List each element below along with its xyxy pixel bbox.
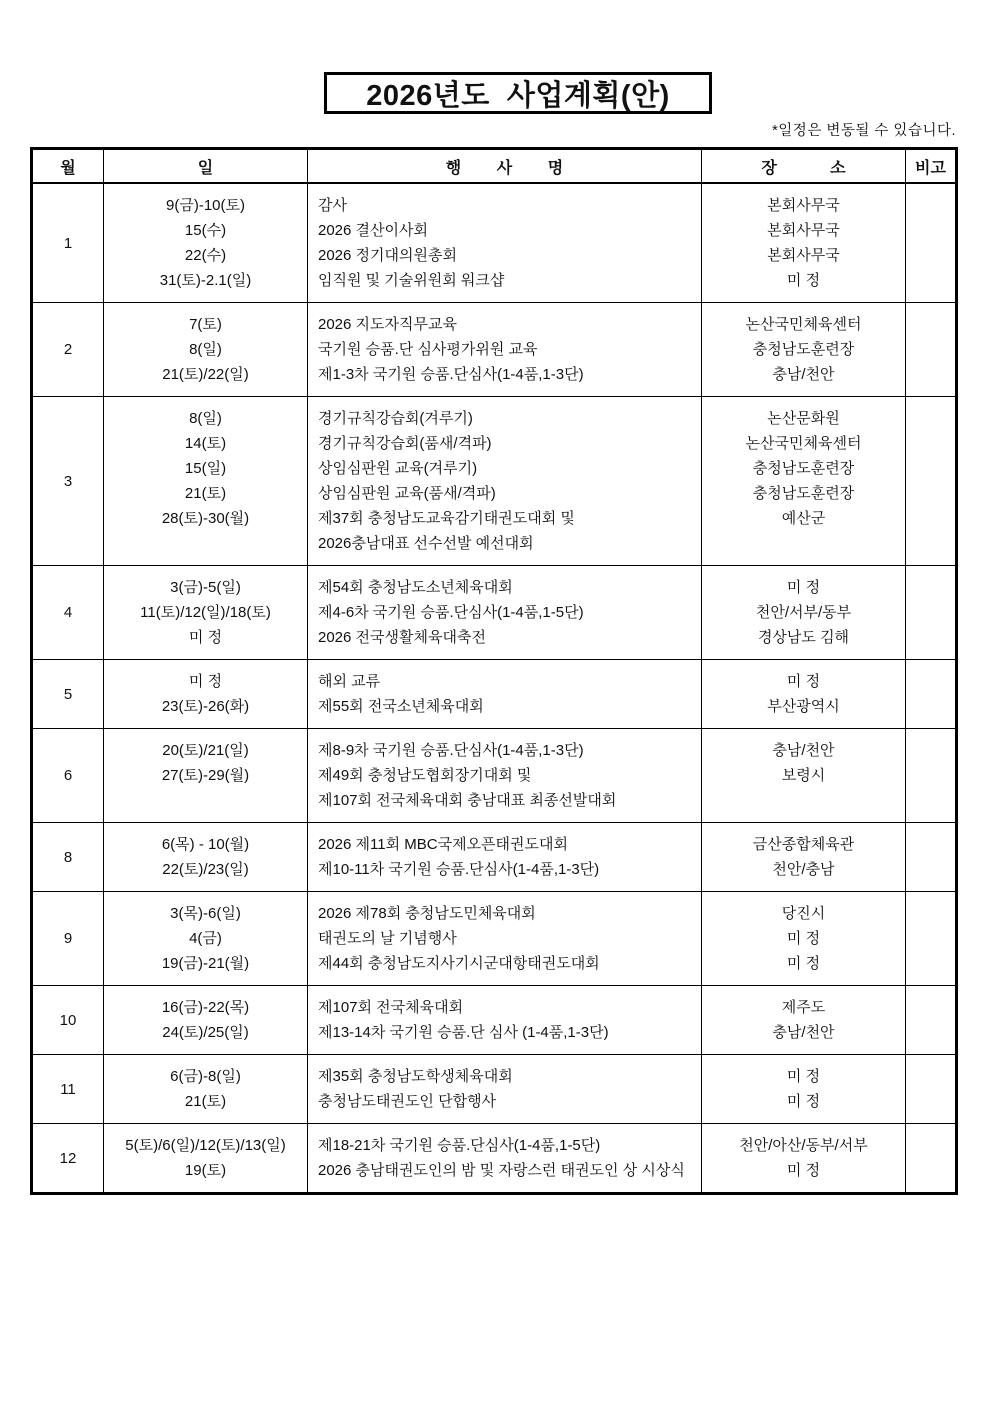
event-cell (308, 823, 702, 891)
place-text: 미 정 (786, 955, 821, 972)
day-text: 14(토) (184, 435, 227, 452)
event-text: 2026 충남태권도인의 밤 및 자랑스런 태권도인 상 시상식 (318, 1162, 685, 1179)
place-text: 충청남도훈련장 (752, 341, 855, 358)
event-text: 제8-9차 국기원 승품.단심사(1-4품,1-3단) (318, 742, 584, 759)
place-text: 논산문화원 (767, 410, 840, 427)
month-cell: 6 (33, 729, 104, 822)
event-cell (308, 1124, 702, 1192)
remark-cell (906, 892, 955, 985)
place-text: 본회사무국 (767, 197, 840, 214)
event-text: 제18-21차 국기원 승품.단심사(1-4품,1-5단) (318, 1137, 601, 1154)
month-cell: 8 (33, 823, 104, 891)
table-header-row (33, 150, 955, 184)
month-cell: 10 (33, 986, 104, 1054)
day-text: 5(토)/6(일)/12(토)/13(일) (125, 1137, 286, 1154)
place-text: 제주도 (781, 999, 826, 1016)
event-text: 2026 제78회 충청남도민체육대회 (318, 905, 536, 922)
place-text: 미 정 (786, 930, 821, 947)
event-text: 제107회 전국체육대회 충남대표 최종선발대회 (318, 792, 617, 809)
header-day: 일 (104, 150, 308, 182)
day-text: 21(토) (184, 1093, 227, 1110)
table-row (33, 660, 955, 729)
page-title: 2026년도 사업계획(안) (324, 72, 712, 114)
place-text: 충남/천안 (772, 1024, 835, 1041)
event-text: 제37회 충청남도교육감기태권도대회 및 (318, 510, 575, 527)
place-text: 당진시 (781, 905, 826, 922)
day-text: 28(토)-30(월) (161, 510, 250, 527)
month-cell: 11 (33, 1055, 104, 1123)
place-text: 본회사무국 (767, 222, 840, 239)
day-text: 24(토)/25(일) (162, 1024, 249, 1041)
place-cell (702, 892, 906, 985)
place-cell (702, 729, 906, 822)
day-text (104, 788, 307, 813)
place-cell (702, 566, 906, 659)
remark-cell (906, 1124, 955, 1192)
day-text: 31(토)-2.1(일) (159, 272, 252, 289)
remark-cell (906, 660, 955, 728)
table-row (33, 1055, 955, 1124)
month-cell: 9 (33, 892, 104, 985)
place-cell (702, 184, 906, 302)
day-text: 미 정 (188, 673, 223, 690)
table-row (33, 184, 955, 303)
event-cell (308, 397, 702, 565)
place-text (702, 788, 905, 813)
day-cell (104, 1055, 308, 1123)
event-text: 제35회 충청남도학생체육대회 (318, 1068, 513, 1085)
place-text: 충청남도훈련장 (752, 485, 855, 502)
header-place: 장 소 (702, 150, 906, 182)
event-text: 해외 교류 (318, 673, 381, 690)
place-text: 논산국민체육센터 (745, 316, 862, 333)
month-cell: 4 (33, 566, 104, 659)
table-body (33, 184, 955, 1192)
month-cell: 5 (33, 660, 104, 728)
header-event: 행 사 명 (308, 150, 702, 182)
place-text: 미 정 (786, 1068, 821, 1085)
place-text: 천안/서부/동부 (755, 604, 852, 621)
place-text: 예산군 (781, 510, 826, 527)
event-text: 제13-14차 국기원 승품.단 심사 (1-4품,1-3단) (318, 1024, 609, 1041)
event-text: 2026 정기대의원총회 (318, 247, 457, 264)
place-text: 미 정 (786, 579, 821, 596)
day-cell (104, 303, 308, 396)
place-text: 천안/충남 (772, 861, 835, 878)
event-text: 임직원 및 기술위원회 워크샵 (318, 272, 505, 289)
place-cell (702, 1055, 906, 1123)
place-cell (702, 303, 906, 396)
event-text: 제107회 전국체육대회 (318, 999, 464, 1016)
day-cell (104, 660, 308, 728)
table-row (33, 397, 955, 566)
header-remark: 비고 (915, 159, 946, 177)
event-text: 태권도의 날 기념행사 (318, 930, 457, 947)
event-text: 경기규칙강습회(품새/격파) (318, 435, 492, 452)
day-text: 15(일) (184, 460, 227, 477)
event-cell (308, 729, 702, 822)
event-cell (308, 566, 702, 659)
table-row (33, 566, 955, 660)
day-text: 15(수) (184, 222, 227, 239)
event-cell (308, 660, 702, 728)
place-text: 충남/천안 (772, 366, 835, 383)
table-row (33, 892, 955, 986)
day-text: 6(목) - 10(월) (161, 836, 250, 853)
place-text: 천안/아산/동부/서부 (739, 1137, 868, 1154)
month-cell: 3 (33, 397, 104, 565)
event-text: 제10-11차 국기원 승품.단심사(1-4품,1-3단) (318, 861, 600, 878)
place-text: 보령시 (781, 767, 826, 784)
day-text: 8(일) (189, 341, 222, 358)
event-text: 2026 지도자직무교육 (318, 316, 457, 333)
place-text: 금산종합체육관 (752, 836, 855, 853)
event-text: 2026 결산이사회 (318, 222, 428, 239)
remark-cell (906, 303, 955, 396)
place-text: 미 정 (786, 1162, 821, 1179)
day-text: 22(토)/23(일) (162, 861, 249, 878)
day-text: 4(금) (189, 930, 222, 947)
event-cell (308, 986, 702, 1054)
place-cell (702, 823, 906, 891)
event-cell (308, 892, 702, 985)
day-text: 27(토)-29(월) (161, 767, 250, 784)
day-text: 3(금)-5(일) (170, 579, 241, 596)
day-cell (104, 823, 308, 891)
place-text: 충청남도훈련장 (752, 460, 855, 477)
day-cell (104, 566, 308, 659)
event-text: 상임심판원 교육(품새/격파) (318, 485, 496, 502)
day-text: 11(토)/12(일)/18(토) (140, 604, 271, 621)
remark-cell (906, 184, 955, 302)
day-cell (104, 986, 308, 1054)
day-text: 9(금)-10(토) (166, 197, 245, 214)
place-text (702, 531, 905, 556)
event-text: 국기원 승품.단 심사평가위원 교육 (318, 341, 538, 358)
event-text: 2026충남대표 선수선발 예선대회 (318, 535, 534, 552)
event-text: 경기규칙강습회(겨루기) (318, 410, 473, 427)
day-cell (104, 729, 308, 822)
table-row (33, 1124, 955, 1192)
event-text: 2026 전국생활체육대축전 (318, 629, 486, 646)
place-text: 경상남도 김해 (757, 629, 850, 646)
remark-cell (906, 397, 955, 565)
event-text: 충청남도태권도인 단합행사 (318, 1093, 497, 1110)
day-text: 19(금)-21(월) (161, 955, 250, 972)
remark-cell (906, 986, 955, 1054)
day-text: 8(일) (189, 410, 222, 427)
header-month: 월 (33, 150, 104, 182)
place-text: 본회사무국 (767, 247, 840, 264)
event-text: 감사 (318, 197, 347, 214)
place-text: 충남/천안 (772, 742, 835, 759)
remark-cell (906, 566, 955, 659)
event-text: 제55회 전국소년체육대회 (318, 698, 484, 715)
day-text: 20(토)/21(일) (162, 742, 249, 759)
event-text: 제54회 충청남도소년체육대회 (318, 579, 513, 596)
day-text: 19(토) (184, 1162, 227, 1179)
day-text (104, 531, 307, 556)
table-row (33, 303, 955, 397)
event-text: 제4-6차 국기원 승품.단심사(1-4품,1-5단) (318, 604, 584, 621)
place-cell (702, 986, 906, 1054)
day-cell (104, 1124, 308, 1192)
month-cell: 2 (33, 303, 104, 396)
event-cell (308, 303, 702, 396)
table-row (33, 986, 955, 1055)
event-text: 제44회 충청남도지사기시군대항태권도대회 (318, 955, 600, 972)
day-text: 16(금)-22(목) (161, 999, 250, 1016)
schedule-change-note: *일정은 변동될 수 있습니다. (772, 123, 956, 139)
remark-cell (906, 823, 955, 891)
place-text: 논산국민체육센터 (745, 435, 862, 452)
event-text: 제49회 충청남도협회장기대회 및 (318, 767, 532, 784)
event-cell (308, 184, 702, 302)
day-text: 21(토) (184, 485, 227, 502)
day-text: 7(토) (189, 316, 222, 333)
day-text: 미 정 (188, 629, 223, 646)
place-cell (702, 1124, 906, 1192)
place-cell (702, 397, 906, 565)
day-cell (104, 184, 308, 302)
place-cell (702, 660, 906, 728)
place-text: 미 정 (786, 272, 821, 289)
table-row (33, 823, 955, 892)
table-row (33, 729, 955, 823)
place-text: 미 정 (786, 1093, 821, 1110)
day-text: 21(토)/22(일) (162, 366, 249, 383)
remark-cell (906, 1055, 955, 1123)
day-cell (104, 892, 308, 985)
month-cell: 1 (33, 184, 104, 302)
day-text: 22(수) (184, 247, 227, 264)
event-text: 2026 제11회 MBC국제오픈태권도대회 (318, 836, 568, 853)
event-text: 상임심판원 교육(겨루기) (318, 460, 478, 477)
day-text: 23(토)-26(화) (161, 698, 250, 715)
day-text: 3(목)-6(일) (170, 905, 241, 922)
month-cell: 12 (33, 1124, 104, 1192)
event-cell (308, 1055, 702, 1123)
plan-table (30, 147, 958, 1195)
day-cell (104, 397, 308, 565)
place-text: 미 정 (786, 673, 821, 690)
day-text: 6(금)-8(일) (170, 1068, 241, 1085)
place-text: 부산광역시 (767, 698, 840, 715)
remark-cell (906, 729, 955, 822)
event-text: 제1-3차 국기원 승품.단심사(1-4품,1-3단) (318, 366, 584, 383)
